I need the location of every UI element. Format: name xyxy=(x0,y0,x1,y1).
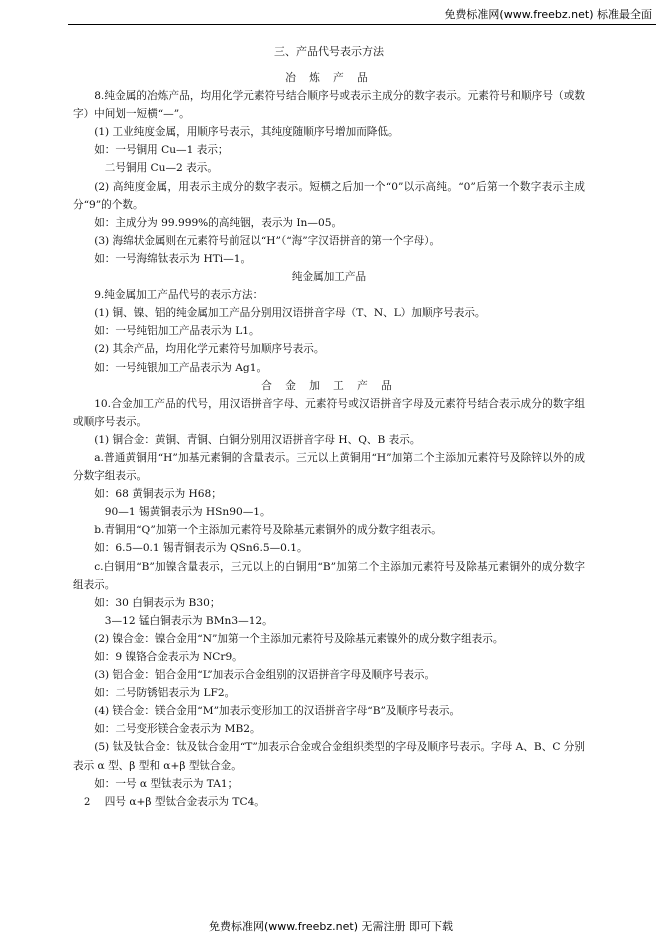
paragraph: (2) 其余产品，均用化学元素符号加顺序号表示。 xyxy=(94,343,325,356)
paragraph-indented: 90—1 锡黄铜表示为 HSn90—1。 xyxy=(104,506,271,519)
paragraph: 如：主成分为 99.999%的高纯铟，表示为 In—05。 xyxy=(94,216,343,229)
paragraph: 如：一号 α 型钛表示为 TA1； xyxy=(94,777,239,790)
section-title: 三、产品代号表示方法 xyxy=(274,45,384,58)
paragraph: (1) 铜合金：黄铜、青铜、白铜分别用汉语拼音字母 H、Q、B 表示。 xyxy=(94,433,421,446)
paragraph: c.白铜用“B”加镍含量表示，三元以上的白铜用“B”加第二个主添加元素符号及除基元素铜外的成分数字组表示。 xyxy=(73,560,585,591)
paragraph: 如：6.5—0.1 锡青铜表示为 QSn6.5—0.1。 xyxy=(94,542,308,555)
paragraph: (3) 海绵状金属则在元素符号前冠以“H”（“海”字汉语拼音的第一个字母）。 xyxy=(94,234,441,247)
header-rule xyxy=(68,24,656,25)
paragraph: 8.纯金属的冶炼产品，均用化学元素符号结合顺序号或表示主成分的数字表示。元素符号和顺序号（或数字）中间划一短横“—”。 xyxy=(73,90,585,121)
paragraph: 如：一号铜用 Cu—1 表示； xyxy=(94,144,229,157)
paragraph: (2) 镍合金：镍合金用“N”加第一个主添加元素符号及除基元素镍外的成分数字组表示。 xyxy=(94,632,504,645)
paragraph: 如：一号纯银加工产品表示为 Ag1。 xyxy=(94,361,268,374)
paragraph: (1) 铜、镍、铝的纯金属加工产品分别用汉语拼音字母（T、N、L）加顺序号表示。 xyxy=(94,307,486,320)
subsection-heading-smelting: 冶 炼 产 品 xyxy=(285,72,373,84)
paragraph: (5) 钛及钛合金：钛及钛合金用“T”加表示合金或合金组织类型的字母及顺序号表示。字母 A、B、C 分别表示 α 型、β 型和 α+β 型钛合金。 xyxy=(73,741,585,772)
paragraph: 如：9 镍铬合金表示为 NCr9。 xyxy=(94,651,243,663)
subsection-heading-alloy: 合 金 加 工 产 品 xyxy=(261,379,397,392)
page-header: 免费标准网(www.freebz.net) 标准最全面 xyxy=(444,8,652,21)
paragraph: a.普通黄铜用“H”加基元素铜的含量表示。三元以上黄铜用“H”加第二个主添加元素符号及除锌以外的成分数字组表示。 xyxy=(73,451,585,483)
paragraph: 如：二号防锈铝表示为 LF2。 xyxy=(94,687,236,700)
paragraph: (1) 工业纯度金属，用顺序号表示，其纯度随顺序号增加而降低。 xyxy=(94,126,399,139)
paragraph: b.青铜用“Q”加第一个主添加元素符号及除基元素铜外的成分数字组表示。 xyxy=(94,524,442,537)
paragraph: 如：二号变形镁合金表示为 MB2。 xyxy=(94,723,261,736)
page-number: 2 xyxy=(84,797,91,808)
document-body xyxy=(73,42,585,811)
paragraph-indented: 3—12 锰白铜表示为 BMn3—12。 xyxy=(104,614,273,627)
paragraph: (3) 铝合金：铝合金用“L”加表示合金组别的汉语拼音字母及顺序号表示。 xyxy=(94,669,436,682)
paragraph: 9.纯金属加工产品代号的表示方法： xyxy=(94,289,264,302)
paragraph: 10.合金加工产品的代号，用汉语拼音字母、元素符号或汉语拼音字母及元素符号结合表示成分的数字组或顺序号表示。 xyxy=(73,397,585,428)
paragraph: 如：一号海绵钛表示为 HTi—1。 xyxy=(94,252,252,265)
paragraph: 如：30 白铜表示为 B30； xyxy=(94,596,221,609)
paragraph: 如：一号纯铝加工产品表示为 L1。 xyxy=(94,325,260,338)
paragraph: (4) 镁合金：镁合金用“M”加表示变形加工的汉语拼音字母“B”及顺序号表示。 xyxy=(94,705,461,718)
page-footer: 免费标准网(www.freebz.net) 无需注册 即可下载 xyxy=(208,920,454,933)
subsection-heading-pure-metal: 纯金属加工产品 xyxy=(291,271,367,284)
paragraph: (2) 高纯度金属，用表示主成分的数字表示。短横之后加一个“0”以示高纯。“0”后第一个数字表示主成分“9”的个数。 xyxy=(73,180,585,211)
paragraph: 如：68 黄铜表示为 H68； xyxy=(94,488,222,501)
paragraph-indented: 四号 α+β 型钛合金表示为 TC4。 xyxy=(104,795,265,808)
paragraph-indented: 二号铜用 Cu—2 表示。 xyxy=(104,162,218,175)
